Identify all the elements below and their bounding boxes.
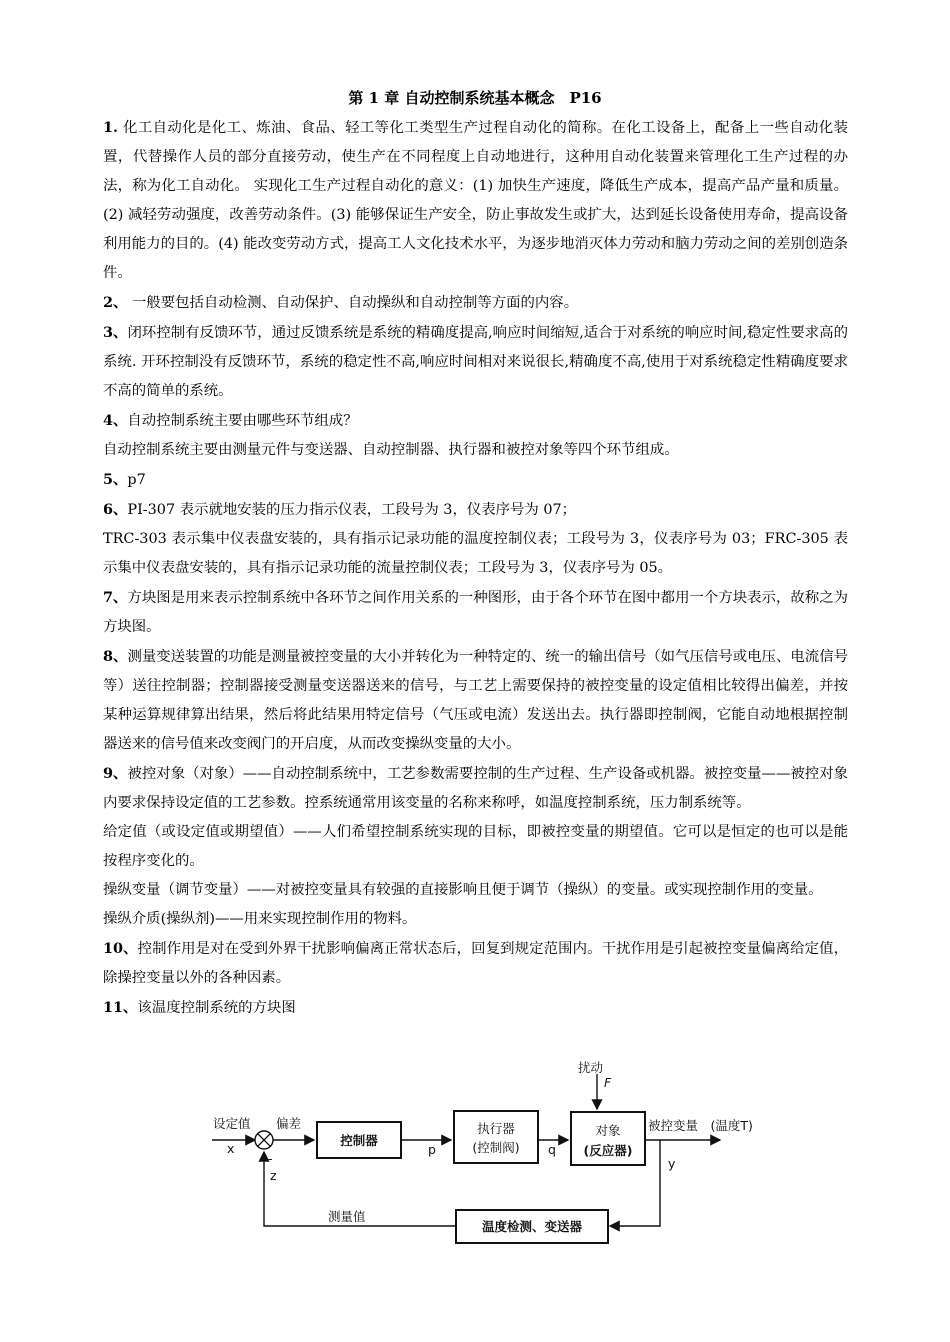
paragraph [103, 113, 848, 288]
paragraph [103, 495, 848, 525]
minus-sign: - [268, 1151, 273, 1166]
setpoint-symbol: x [227, 1141, 235, 1156]
paragraph [103, 934, 848, 993]
paragraph [103, 436, 848, 465]
paragraph [103, 288, 848, 318]
paragraph [103, 642, 848, 759]
paragraph-text: 被控对象（对象）——自动控制系统中，工艺参数需要控制的生产过程、生产设备或机器。被控变量——被控对象内要求保持设定值的工艺参数。控系统通常用该变量的名称来称呼，如温度控制系统，压力制系统等。 [103, 766, 848, 811]
paragraph-text: PI-307 表示就地安装的压力指示仪表，工段号为 3，仪表序号为 07； [127, 502, 577, 518]
chapter-title: 第 1 章 自动控制系统基本概念 P16 [348, 89, 602, 107]
paragraph [103, 525, 848, 583]
paragraph-text: 操纵变量（调节变量）——对被控变量具有较强的直接影响且便于调节（操纵）的变量。或实现控制作用的变量。 [103, 882, 823, 898]
paragraph [103, 318, 848, 406]
paragraph-text: 闭环控制有反馈环节，通过反馈系统是系统的精确度提高,响应时间缩短,适合于对系统的响应时间,稳定性要求高的系统. 开环控制没有反馈环节，系统的稳定性不高,响应时间相对来说很长,精确度不高,使用于对系统稳定性精确度要求不高的简单的系统。 [103, 325, 848, 399]
error-label: 偏差 [276, 1116, 302, 1131]
paragraph [103, 905, 848, 934]
disturbance-label: 扰动 [578, 1060, 604, 1075]
block-diagram-svg [200, 1056, 770, 1256]
object-sub-label: (反应器) [583, 1143, 633, 1158]
paragraph-text: TRC-303 表示集中仪表盘安装的，具有指示记录功能的温度控制仪表；工段号为 3，仪表序号为 03；FRC-305 表示集中仪表盘安装的，具有指示记录功能的流量控制仪表；工段号为 3，仪表序号为 05。 [103, 531, 848, 576]
y-symbol: y [668, 1156, 676, 1171]
paragraph-number: 10、 [103, 940, 138, 957]
block-diagram [200, 1056, 770, 1256]
paragraph-text: 操纵介质(操纵剂)——用来实现控制作用的物料。 [103, 911, 417, 927]
paragraph-number: 5、 [103, 471, 128, 488]
paragraph-number: 8、 [103, 648, 128, 665]
paragraph [103, 465, 848, 495]
transmitter-label: 温度检测、变送器 [481, 1219, 583, 1234]
paragraph [103, 818, 848, 876]
feedback-symbol: z [270, 1168, 277, 1183]
paragraph-text: 化工自动化是化工、炼油、食品、轻工等化工类型生产过程自动化的简称。在化工设备上，配备上一些自动化装置，代替操作人员的部分直接劳动，使生产在不同程度上自动地进行，这种用自动化装置来管理化工生产过程的办法，称为化工自动化。 实现化工生产过程自动化的意义：(1) 加快生产速度，降低生产成本，提高产品产量和质量。(2) 减轻劳动强度，改善劳动条件。(3) 能够保证生产安全，防止事故发生或扩大，达到延长设备使用寿命，提高设备利用能力的目的。(4) 能改变劳动方式，提高工人文化技术水平，为逐步地消灭体力劳动和脑力劳动之间的差别创造条件。 [103, 120, 848, 281]
paragraph-text: 控制作用是对在受到外界干扰影响偏离正常状态后，回复到规定范围内。干扰作用是引起被控变量偏离给定值，除操控变量以外的各种因素。 [103, 941, 848, 986]
paragraph-number: 7、 [103, 589, 128, 606]
paragraph-text: 给定值（或设定值或期望值）——人们希望控制系统实现的目标，即被控变量的期望值。它可以是恒定的也可以是能按程序变化的。 [103, 824, 848, 869]
paragraph-text: 该温度控制系统的方块图 [137, 1000, 296, 1016]
paragraph-text: 一般要包括自动检测、自动保护、自动操纵和自动控制等方面的内容。 [127, 295, 579, 311]
p-symbol: p [428, 1142, 436, 1157]
paragraph-number: 3、 [103, 324, 128, 341]
disturbance-symbol: F [604, 1075, 612, 1090]
paragraph-number: 2、 [103, 294, 128, 311]
actuator-block [454, 1111, 538, 1163]
paragraph [103, 406, 848, 436]
q-symbol: q [548, 1142, 556, 1157]
paragraph-text: 自动控制系统主要由测量元件与变送器、自动控制器、执行器和被控对象等四个环节组成。 [103, 442, 679, 458]
paragraph-number: 1. [103, 119, 119, 136]
measured-value-label: 测量值 [328, 1209, 366, 1224]
output-label: 被控变量 (温度T) [648, 1118, 753, 1133]
actuator-label: 执行器 [477, 1121, 515, 1136]
actuator-sub-label: (控制阀) [472, 1140, 520, 1155]
paragraph [103, 993, 848, 1023]
paragraph [103, 759, 848, 818]
summing-junction [255, 1131, 273, 1149]
document-body [103, 113, 848, 1023]
setpoint-label: 设定值 [213, 1116, 251, 1131]
paragraph-number: 6、 [103, 501, 128, 518]
paragraph-text: p7 [127, 472, 146, 488]
paragraph-text: 自动控制系统主要由哪些环节组成？ [127, 413, 358, 429]
paragraph-number: 11、 [103, 999, 138, 1016]
paragraph-number: 4、 [103, 412, 128, 429]
paragraph-text: 测量变送装置的功能是测量被控变量的大小并转化为一种特定的、统一的输出信号（如气压信号或电压、电流信号等）送往控制器；控制器接受测量变送器送来的信号，与工艺上需要保持的被控变量的设定值相比较得出偏差，并按某种运算规律算出结果，然后将此结果用特定信号（气压或电流）发送出去。执行器即控制阀，它能自动地根据控制器送来的信号值来改变阀门的开启度，从而改变操纵变量的大小。 [103, 649, 848, 752]
paragraph [103, 583, 848, 642]
object-label: 对象 [595, 1123, 621, 1138]
paragraph-number: 9、 [103, 765, 128, 782]
paragraph [103, 876, 848, 905]
paragraph-text: 方块图是用来表示控制系统中各环节之间作用关系的一种图形，由于各个环节在图中都用一个方块表示，故称之为方块图。 [103, 590, 848, 635]
controller-label: 控制器 [340, 1133, 378, 1148]
